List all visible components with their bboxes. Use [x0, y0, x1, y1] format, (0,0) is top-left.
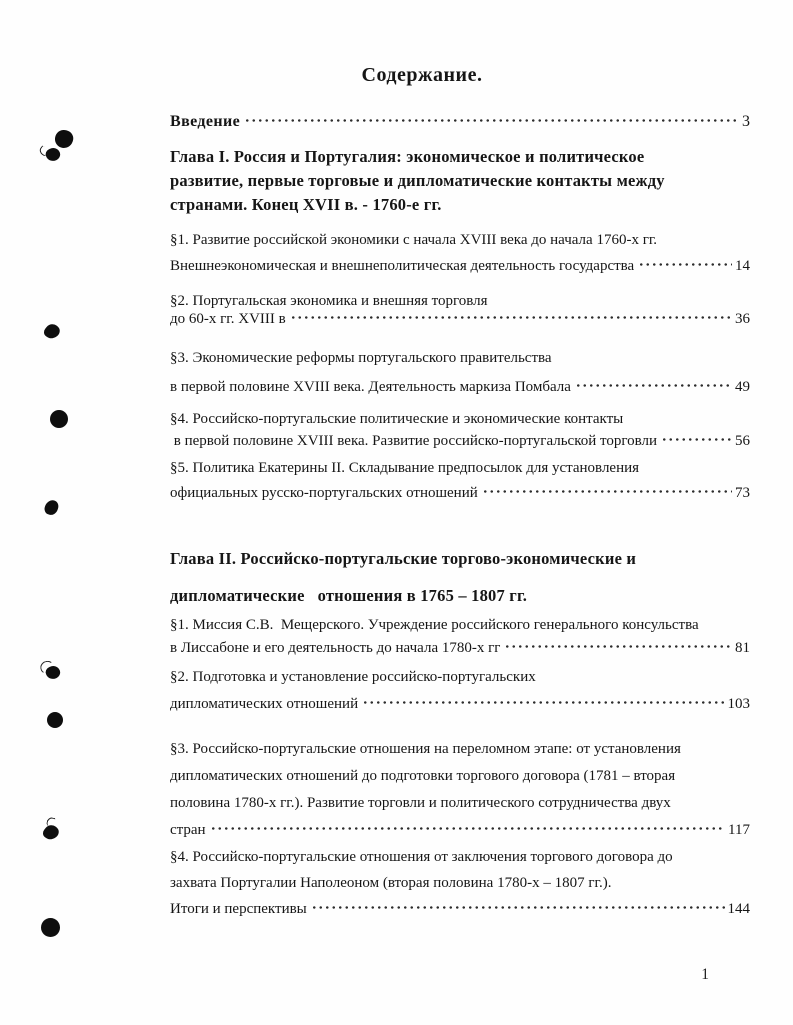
ink-blot-artifact [44, 664, 62, 682]
chapter-heading-line: Глава I. Россия и Португалия: экономическое и политическое [170, 147, 645, 166]
toc-entry [170, 227, 750, 279]
ink-blot-artifact [41, 822, 61, 842]
toc-entry-text: §4. Российско-португальские политические и экономические контакты [170, 411, 624, 427]
toc-entry-text: дипломатических отношений до подготовки торгового договора (1781 – вторая [170, 768, 676, 784]
toc-entry-introduction [170, 112, 750, 132]
dotted-leader [480, 484, 732, 497]
dotted-leader [502, 639, 732, 652]
toc-entry-text: §2. Португальская экономика и внешняя торговля [170, 293, 488, 309]
toc-entry [170, 664, 750, 718]
ink-dot-artifact [53, 128, 76, 151]
chapter-1-heading [170, 145, 750, 217]
toc-entry-text: официальных русско-португальских отношений [170, 485, 478, 501]
toc-entry-text: в Лиссабоне и его деятельность до начала 1780-х гг [170, 640, 501, 656]
toc-page-number: 36 [735, 311, 750, 327]
dotted-leader [573, 378, 732, 391]
dotted-leader [309, 900, 725, 913]
toc-page-number: 3 [742, 113, 750, 130]
toc-page-number: 49 [735, 379, 750, 395]
ink-blot-artifact [42, 321, 62, 341]
ink-dot-artifact [41, 918, 60, 937]
page-title: Содержание. [361, 64, 483, 86]
toc-entry-text: §2. Подготовка и установление российско-португальских [170, 669, 536, 685]
toc-entry-text: §3. Российско-португальские отношения на переломном этапе: от установления [170, 741, 681, 757]
toc-entry-text: §5. Политика Екатерины II. Складывание предпосылок для установления [170, 460, 640, 476]
toc-page-number: 14 [735, 258, 750, 274]
dotted-leader [288, 310, 732, 323]
dotted-leader [242, 113, 739, 126]
chapter-heading-line: странами. Конец XVII в. - 1760-е гг. [170, 195, 442, 214]
toc-entry [170, 456, 750, 506]
ink-blot-artifact [43, 498, 60, 516]
chapter-heading-line: дипломатические отношения в 1765 – 1807 гг. [170, 586, 528, 605]
toc-page-number: 81 [735, 640, 750, 656]
toc-entry-text: §1. Развитие российской экономики с начала XVIII века до начала 1760-х гг. [170, 232, 658, 248]
toc-entry-text: половина 1780-х гг.). Развитие торговли и политического сотрудничества двух [170, 795, 671, 811]
ink-blot-artifact [44, 146, 62, 164]
toc-entry-text: §3. Экономические реформы португальского правительства [170, 350, 552, 366]
chapter-heading-line: Глава II. Российско-португальские торгово-экономические и [170, 549, 637, 568]
dotted-leader [636, 257, 732, 270]
toc-entry [170, 344, 750, 402]
toc-entry-text: §4. Российско-португальские отношения от заключения торгового договора до [170, 849, 673, 865]
chapter-2-heading [170, 540, 750, 614]
toc-entry [170, 844, 750, 922]
toc-entry-text: до 60-х гг. XVIII в [170, 311, 286, 327]
toc-entry [170, 408, 750, 452]
toc-entry-text: §1. Миссия С.В. Мещерского. Учреждение российского генерального консульства [170, 617, 699, 633]
toc-entry [170, 736, 750, 844]
toc-page-number: 73 [735, 485, 750, 501]
toc-entry [170, 614, 750, 660]
toc-page-number: 103 [727, 696, 750, 712]
toc-content [170, 64, 750, 922]
toc-page-number: 117 [728, 822, 750, 838]
toc-entry-label: Введение [170, 113, 241, 130]
toc-entry-text: захвата Португалии Наполеоном (вторая половина 1780-х – 1807 гг.). [170, 875, 612, 891]
dotted-leader [360, 695, 724, 708]
toc-entry-text: стран [170, 822, 206, 838]
toc-entry-text: Внешнеэкономическая и внешнеполитическая деятельность государства [170, 258, 635, 274]
toc-page-number: 56 [735, 433, 750, 449]
page-number: 1 [701, 966, 709, 983]
toc-entry-text: дипломатических отношений [170, 696, 359, 712]
ink-dot-artifact [47, 712, 63, 728]
toc-entry-text: в первой половине XVIII века. Деятельность маркиза Помбала [170, 379, 571, 395]
toc-entry-text: в первой половине XVIII века. Развитие российско-португальской торговли [170, 433, 658, 449]
dotted-leader [208, 821, 725, 834]
toc-entry [170, 293, 750, 328]
dotted-leader [659, 432, 732, 445]
toc-page-number: 144 [727, 901, 750, 917]
toc-entry-text: Итоги и перспективы [170, 901, 307, 917]
chapter-heading-line: развитие, первые торговые и дипломатические контакты между [170, 171, 665, 190]
ink-dot-artifact [50, 410, 68, 428]
